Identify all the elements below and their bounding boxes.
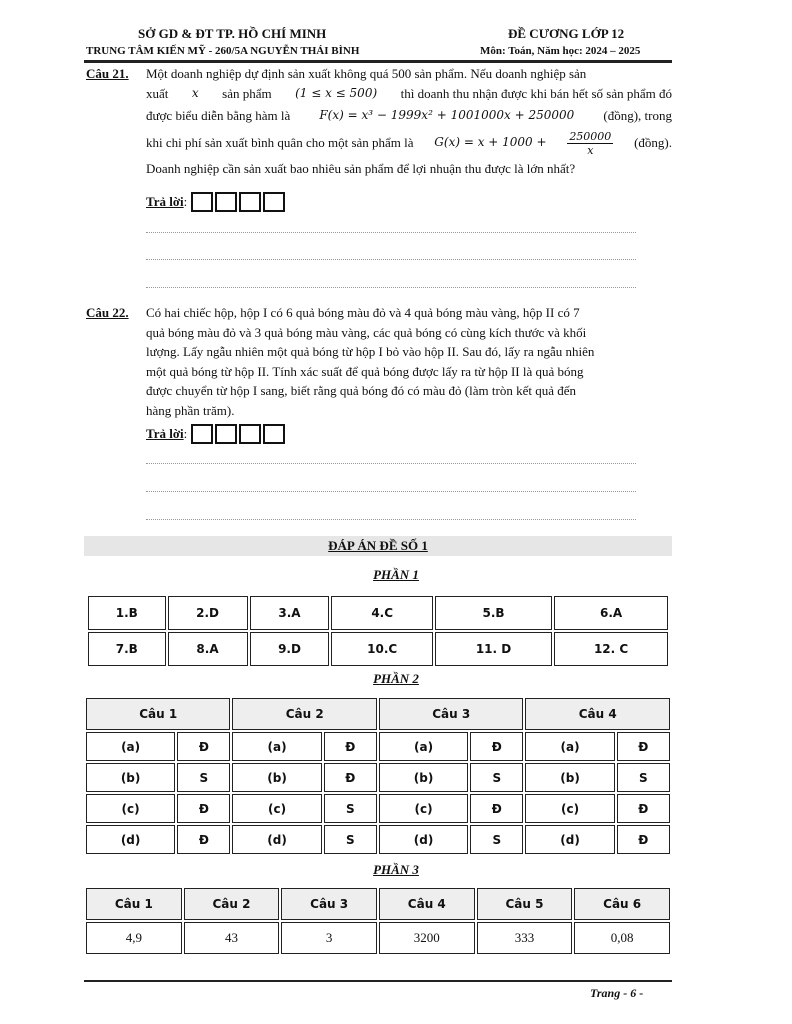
table-header: Câu 1: [86, 698, 230, 730]
q22-line: quả bóng màu đỏ và 3 quả bóng màu vàng, các quả bóng có cùng kích thước và khối: [146, 324, 587, 340]
q22-line: hàng phần trăm).: [146, 402, 235, 418]
table-cell: Đ: [324, 763, 377, 792]
answer-line: [146, 463, 636, 464]
table-header: Câu 3: [379, 698, 523, 730]
answer-label: Trả lời: [146, 194, 184, 209]
part3-table: [84, 886, 672, 956]
table-cell: (d): [525, 825, 614, 854]
table-cell: 2.D: [168, 596, 248, 630]
table-cell: 3.A: [250, 596, 330, 630]
table-row: [86, 825, 670, 854]
table-row: [86, 794, 670, 823]
table-cell: (d): [86, 825, 175, 854]
table-header: Câu 4: [379, 888, 475, 920]
table-cell: (a): [525, 732, 614, 761]
table-cell: Đ: [470, 794, 523, 823]
table-cell: S: [324, 825, 377, 854]
table-row: [88, 632, 668, 666]
answer-line: [146, 232, 636, 233]
table-cell: Đ: [617, 732, 670, 761]
q21-answer-row: Trả lời :: [146, 192, 287, 212]
table-cell: Đ: [177, 825, 230, 854]
q22-line: lượng. Lấy ngẫu nhiên một quả bóng từ hộp I bỏ vào hộp II. Sau đó, lấy ra ngẫu nhiên: [146, 344, 595, 359]
table-cell: Đ: [177, 794, 230, 823]
table-row: [86, 763, 670, 792]
table-cell: 4,9: [86, 922, 182, 954]
table-header: Câu 1: [86, 888, 182, 920]
table-cell: 3200: [379, 922, 475, 954]
table-row: [86, 922, 670, 954]
question-21-label: Câu 21.: [86, 66, 129, 81]
table-cell: Đ: [324, 732, 377, 761]
fraction: $\frac{250000}{x}$: [569, 129, 612, 157]
q22-line: một quả bóng từ hộp II. Tính xác suất để quả bóng được lấy ra từ hộp II là quả bóng: [146, 363, 584, 379]
answer-boxes[interactable]: [191, 424, 287, 444]
table-cell: (a): [379, 732, 468, 761]
table-cell: (a): [86, 732, 175, 761]
header-left-title: SỞ GD & ĐT TP. HỒ CHÍ MINH: [138, 26, 327, 41]
answer-box[interactable]: [191, 192, 213, 212]
table-cell: 10.C: [331, 632, 432, 666]
table-cell: 43: [184, 922, 280, 954]
answer-box[interactable]: [239, 424, 261, 444]
table-row: [88, 596, 668, 630]
table-cell: 8.A: [168, 632, 248, 666]
q21-line: được biểu diễn bằng hàm là F(x) = x³ − 1999x² + 1001000x + 250000 (đồng), trong: [146, 108, 672, 123]
table-cell: (b): [525, 763, 614, 792]
table-cell: 333: [477, 922, 573, 954]
answer-line: [146, 491, 636, 492]
answer-label: Trả lời: [146, 426, 184, 441]
answer-box[interactable]: [191, 424, 213, 444]
table-cell: (d): [232, 825, 321, 854]
table-header: Câu 3: [281, 888, 377, 920]
table-cell: (b): [86, 763, 175, 792]
part1-table: [86, 594, 670, 668]
table-cell: (c): [86, 794, 175, 823]
table-row: [86, 732, 670, 761]
answer-boxes[interactable]: [191, 192, 287, 212]
table-header: Câu 5: [477, 888, 573, 920]
q21-line: Doanh nghiệp cần sản xuất bao nhiêu sản phẩm để lợi nhuận thu được là lớn nhất?: [146, 160, 576, 176]
answer-box[interactable]: [215, 424, 237, 444]
q22-line: được chuyển từ hộp I sang, biết rằng quả bóng đó có màu đỏ (làm tròn kết quả đến: [146, 383, 576, 398]
question-22-label: Câu 22.: [86, 305, 129, 320]
footer-rule: [84, 980, 672, 982]
table-cell: 4.C: [331, 596, 432, 630]
page-number: Trang - 6 -: [590, 986, 644, 1000]
table-cell: (a): [232, 732, 321, 761]
q21-line: khi chi phí sản xuất bình quân cho một sản phẩm là G(x) = x + 1000 + $\frac{250000}{x}$ (đồng).: [146, 129, 672, 157]
table-cell: (b): [379, 763, 468, 792]
table-header-row: [86, 698, 670, 730]
table-cell: (c): [525, 794, 614, 823]
question-22-text: [146, 303, 672, 420]
answer-box[interactable]: [263, 424, 285, 444]
table-cell: S: [324, 794, 377, 823]
q22-answer-row: Trả lời :: [146, 424, 287, 444]
part1-title: PHẦN 1: [373, 567, 419, 582]
part3-title: PHẦN 3: [373, 862, 419, 877]
answer-box[interactable]: [263, 192, 285, 212]
table-cell: Đ: [617, 825, 670, 854]
question-21-text: [146, 64, 672, 178]
table-header: Câu 2: [232, 698, 376, 730]
table-header-row: [86, 888, 670, 920]
header-right-sub: Môn: Toán, Năm học: 2024 – 2025: [480, 45, 641, 57]
table-cell: 3: [281, 922, 377, 954]
table-cell: (d): [379, 825, 468, 854]
table-cell: Đ: [177, 732, 230, 761]
answer-line: [146, 287, 636, 288]
table-cell: 6.A: [554, 596, 668, 630]
table-cell: (b): [232, 763, 321, 792]
table-cell: 9.D: [250, 632, 330, 666]
part2-title: PHẦN 2: [373, 671, 419, 686]
answer-line: [146, 519, 636, 520]
answer-box[interactable]: [239, 192, 261, 212]
part2-table: [84, 696, 672, 856]
table-cell: S: [470, 825, 523, 854]
table-cell: (c): [379, 794, 468, 823]
table-cell: Đ: [470, 732, 523, 761]
table-cell: 12. C: [554, 632, 668, 666]
table-cell: 7.B: [88, 632, 166, 666]
table-cell: Đ: [617, 794, 670, 823]
table-cell: 5.B: [435, 596, 552, 630]
header-rule: [84, 60, 672, 63]
table-cell: S: [470, 763, 523, 792]
table-cell: S: [177, 763, 230, 792]
table-cell: S: [617, 763, 670, 792]
table-cell: (c): [232, 794, 321, 823]
header-left-sub: TRUNG TÂM KIẾN MỸ - 260/5A NGUYỄN THÁI BÌNH: [86, 45, 360, 57]
table-cell: 0,08: [574, 922, 670, 954]
answer-line: [146, 259, 636, 260]
table-header: Câu 2: [184, 888, 280, 920]
table-cell: 11. D: [435, 632, 552, 666]
q21-line: Một doanh nghiệp dự định sản xuất không quá 500 sản phẩm. Nếu doanh nghiệp sản: [146, 66, 587, 81]
table-cell: 1.B: [88, 596, 166, 630]
q22-line: Có hai chiếc hộp, hộp I có 6 quả bóng màu đỏ và 4 quả bóng màu vàng, hộp II có 7: [146, 305, 580, 320]
header-right-title: ĐỀ CƯƠNG LỚP 12: [508, 26, 625, 41]
answer-key-title: ĐÁP ÁN ĐỀ SỐ 1: [84, 536, 672, 556]
answer-box[interactable]: [215, 192, 237, 212]
table-header: Câu 6: [574, 888, 670, 920]
q21-line: xuất x sản phẩm (1 ≤ x ≤ 500) thì doanh thu nhận được khi bán hết số sản phẩm đó: [146, 85, 672, 101]
table-header: Câu 4: [525, 698, 670, 730]
